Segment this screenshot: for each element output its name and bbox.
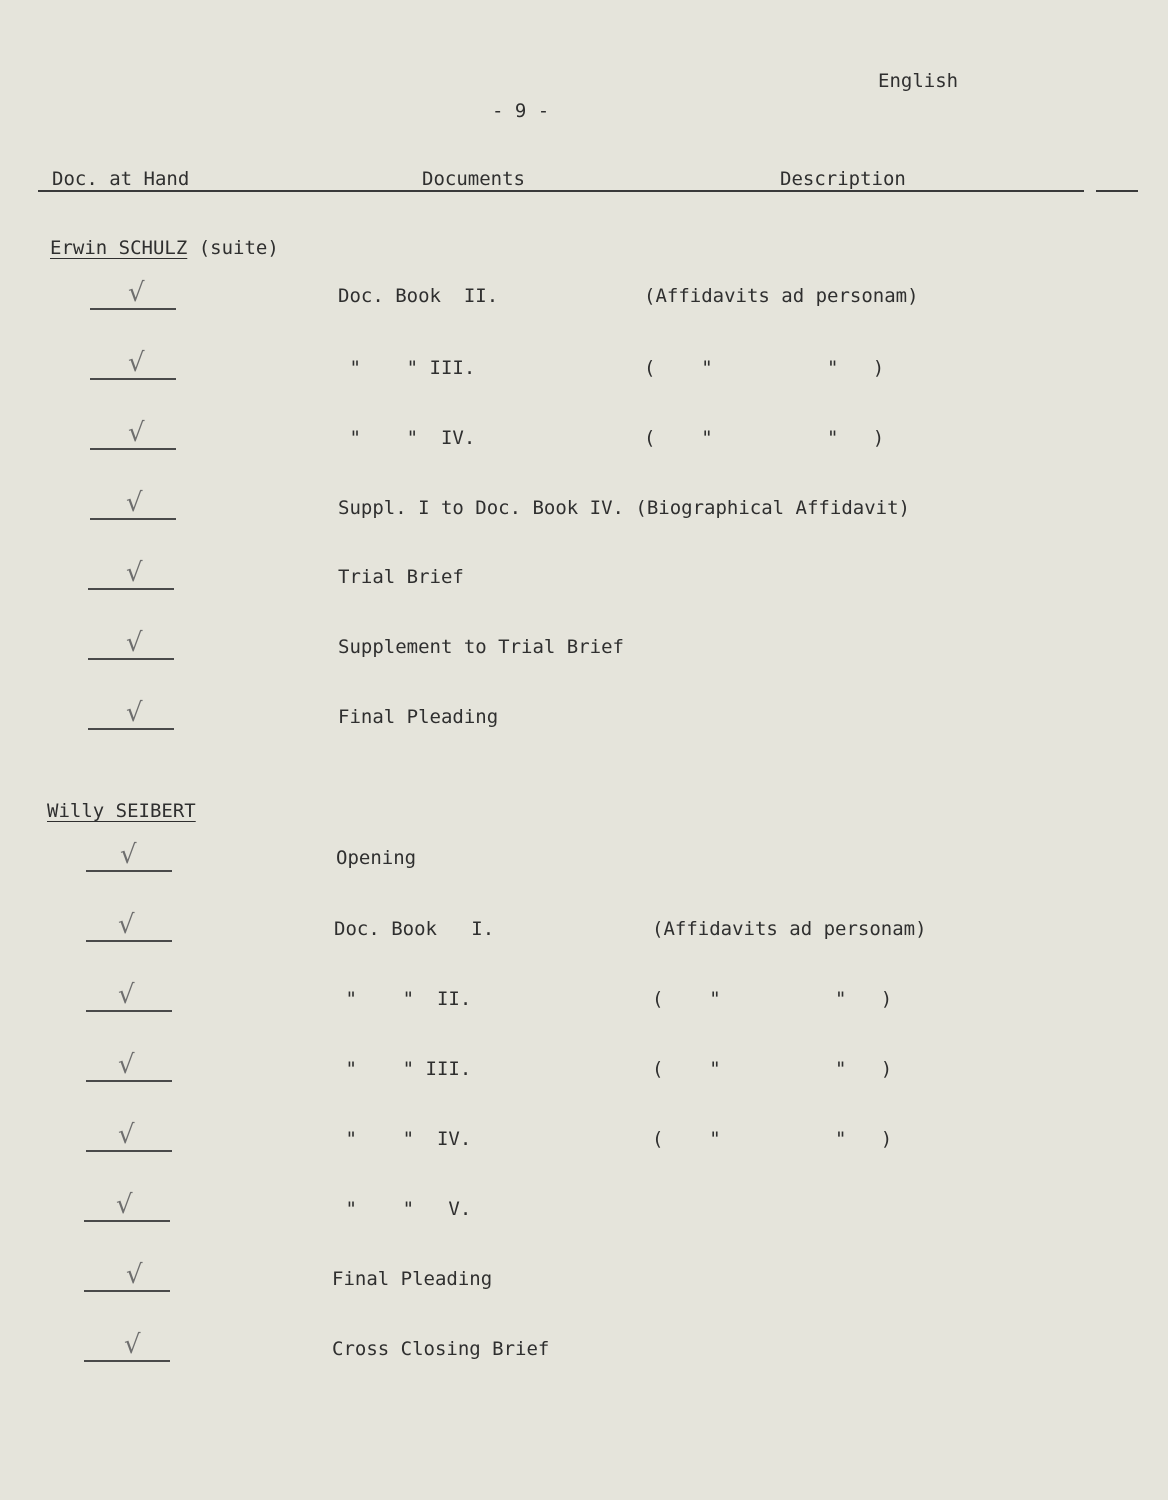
language-label: English xyxy=(878,70,959,92)
document-name: " " III. xyxy=(338,357,476,379)
document-description: ( " " ) xyxy=(652,988,893,1010)
check-line xyxy=(88,728,174,730)
section-suffix: (suite) xyxy=(187,237,279,259)
section-name: Willy SEIBERT xyxy=(47,800,196,822)
check-mark-icon: √ xyxy=(126,628,143,658)
document-description: (Affidavits ad personam) xyxy=(652,918,927,940)
check-mark-icon: √ xyxy=(126,1260,143,1290)
check-mark-icon: √ xyxy=(118,980,135,1010)
document-name: " " III. xyxy=(334,1058,472,1080)
document-name: Opening xyxy=(336,847,417,869)
document-name: Doc. Book I. xyxy=(334,918,495,940)
check-mark-icon: √ xyxy=(116,1190,133,1220)
section-title-seibert xyxy=(47,800,196,822)
check-mark-icon: √ xyxy=(118,910,135,940)
document-name: Suppl. I to Doc. Book IV. (Biographical Affidavit) xyxy=(338,497,910,519)
check-line xyxy=(90,308,176,310)
document-name: " " IV. xyxy=(334,1128,472,1150)
document-name: Supplement to Trial Brief xyxy=(338,636,624,658)
document-description: ( " " ) xyxy=(644,357,885,379)
document-description: ( " " ) xyxy=(644,427,885,449)
check-line xyxy=(88,588,174,590)
document-name: Final Pleading xyxy=(332,1268,493,1290)
check-line xyxy=(90,378,176,380)
column-header-description: Description xyxy=(780,168,906,190)
check-mark-icon: √ xyxy=(126,558,143,588)
check-line xyxy=(86,940,172,942)
section-name: Erwin SCHULZ xyxy=(50,237,188,259)
check-mark-icon: √ xyxy=(128,278,145,308)
check-line xyxy=(90,448,176,450)
check-line xyxy=(86,870,172,872)
check-mark-icon: √ xyxy=(120,840,137,870)
check-line xyxy=(88,658,174,660)
column-header-documents: Documents xyxy=(422,168,525,190)
document-name: Final Pleading xyxy=(338,706,499,728)
document-description: ( " " ) xyxy=(652,1058,893,1080)
check-line xyxy=(84,1290,170,1292)
page-number: - 9 - xyxy=(492,100,550,122)
document-name: Trial Brief xyxy=(338,566,464,588)
column-header-doc-at-hand: Doc. at Hand xyxy=(52,168,190,190)
header-rule-side xyxy=(1096,190,1138,192)
document-name: Doc. Book II. xyxy=(338,285,499,307)
document-name: " " IV. xyxy=(338,427,476,449)
header-rule xyxy=(38,190,1084,192)
document-name: Cross Closing Brief xyxy=(332,1338,550,1360)
check-line xyxy=(86,1080,172,1082)
check-mark-icon: √ xyxy=(126,488,143,518)
check-line xyxy=(86,1150,172,1152)
document-name: " " V. xyxy=(334,1198,472,1220)
document-description: (Affidavits ad personam) xyxy=(644,285,919,307)
document-description: ( " " ) xyxy=(652,1128,893,1150)
check-mark-icon: √ xyxy=(118,1120,135,1150)
check-mark-icon: √ xyxy=(124,1330,141,1360)
check-mark-icon: √ xyxy=(128,418,145,448)
check-line xyxy=(86,1010,172,1012)
check-mark-icon: √ xyxy=(126,698,143,728)
section-title-schulz xyxy=(50,237,279,259)
check-line xyxy=(84,1220,170,1222)
check-line xyxy=(84,1360,170,1362)
document-name: " " II. xyxy=(334,988,472,1010)
check-line xyxy=(90,518,176,520)
check-mark-icon: √ xyxy=(118,1050,135,1080)
check-mark-icon: √ xyxy=(128,348,145,378)
